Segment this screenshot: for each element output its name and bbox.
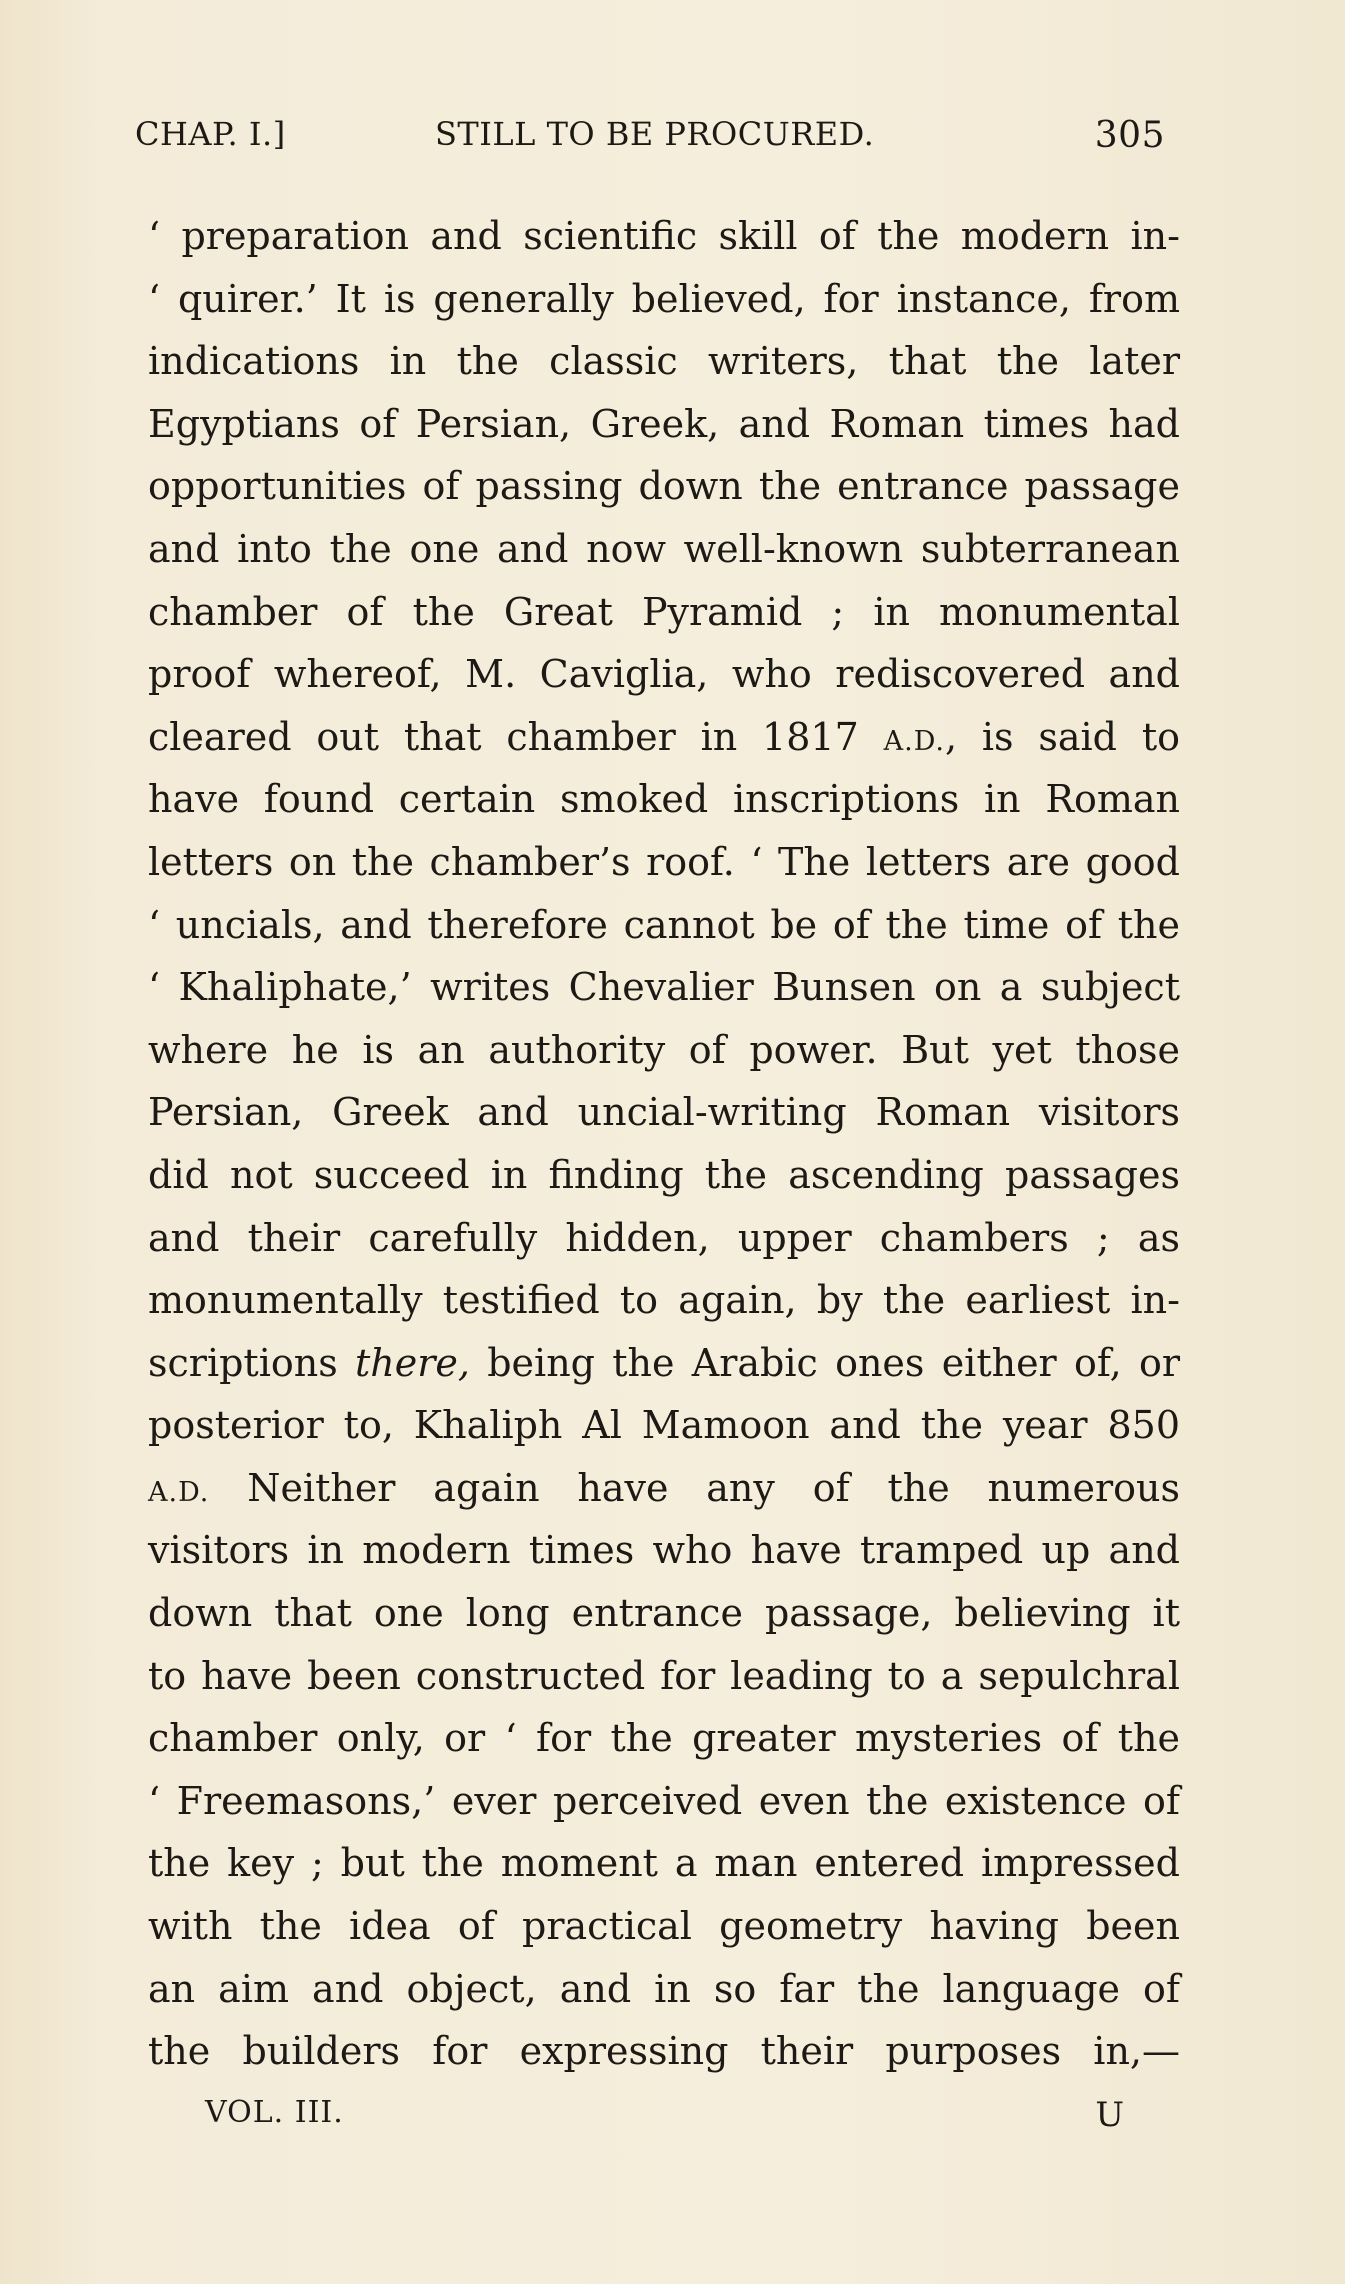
text-line: Persian, Greek and uncial-writing Roman visitors	[148, 1090, 1180, 1135]
text-line: visitors in modern times who have tramped up and	[148, 1528, 1180, 1573]
text-fragment: scriptions	[148, 1340, 338, 1385]
text-fragment: being the Arabic ones either of, or	[469, 1340, 1180, 1385]
text-line: to have been constructed for leading to a sepulchral	[148, 1653, 1180, 1698]
text-line: an aim and object, and in so far the language of	[148, 1966, 1180, 2011]
page-number: 305	[1094, 115, 1165, 156]
text-line	[148, 1457, 1180, 1520]
text-fragment: cleared out that chamber in 1817	[148, 714, 859, 759]
text-line: monumentally testified to again, by the earliest in-	[148, 1278, 1180, 1323]
text-line: letters on the chamber’s roof. ‘ The letters are good	[148, 839, 1180, 884]
text-line: chamber of the Great Pyramid ; in monumental	[148, 589, 1180, 634]
text-line: the builders for expressing their purposes in,—	[148, 2029, 1180, 2074]
text-line	[148, 1332, 1180, 1395]
text-line: ‘ Khaliphate,’ writes Chevalier Bunsen on a subject	[148, 965, 1180, 1010]
text-line: posterior to, Khaliph Al Mamoon and the year 850	[148, 1403, 1180, 1448]
text-line: opportunities of passing down the entrance passage	[148, 464, 1180, 509]
text-line: indications in the classic writers, that the later	[148, 339, 1180, 384]
text-line: ‘ preparation and scientific skill of the modern in-	[148, 214, 1180, 258]
page-footer	[205, 2095, 1125, 2145]
text-line: and their carefully hidden, upper chambers ; as	[148, 1215, 1180, 1260]
text-line: with the idea of practical geometry having been	[148, 1904, 1180, 1949]
text-line: and into the one and now well-known subterranean	[148, 526, 1180, 571]
text-line: Egyptians of Persian, Greek, and Roman times had	[148, 401, 1180, 446]
text-line: down that one long entrance passage, believing it	[148, 1591, 1180, 1636]
text-line	[148, 706, 1180, 769]
text-line: ‘ uncials, and therefore cannot be of the time of the	[148, 902, 1180, 947]
anno-domini: A.D.	[883, 725, 945, 757]
text-line: have found certain smoked inscriptions in Roman	[148, 777, 1180, 822]
text-line: the key ; but the moment a man entered impressed	[148, 1841, 1180, 1886]
text-line: ‘ quirer.’ It is generally believed, for instance, from	[148, 276, 1180, 321]
running-head	[135, 115, 1165, 165]
text-line: proof whereof, M. Caviglia, who rediscovered and	[148, 652, 1180, 697]
anno-domini: A.D.	[148, 1476, 210, 1508]
body-text	[148, 205, 1180, 2083]
text-line: where he is an authority of power. But yet those	[148, 1027, 1180, 1072]
italic-word: there,	[354, 1340, 470, 1385]
text-fragment: Neither again have any of the numerous	[247, 1465, 1180, 1510]
text-line: chamber only, or ‘ for the greater mysteries of the	[148, 1716, 1180, 1761]
text-fragment: , is said to	[944, 714, 1180, 759]
volume-label: VOL. III.	[205, 2095, 344, 2130]
running-title: STILL TO BE PROCURED.	[435, 115, 875, 153]
text-line: did not succeed in finding the ascending passages	[148, 1152, 1180, 1197]
chapter-label: CHAP. I.]	[135, 115, 286, 153]
text-line: ‘ Freemasons,’ ever perceived even the existence of	[148, 1778, 1180, 1823]
signature-mark: U	[1095, 2095, 1125, 2135]
